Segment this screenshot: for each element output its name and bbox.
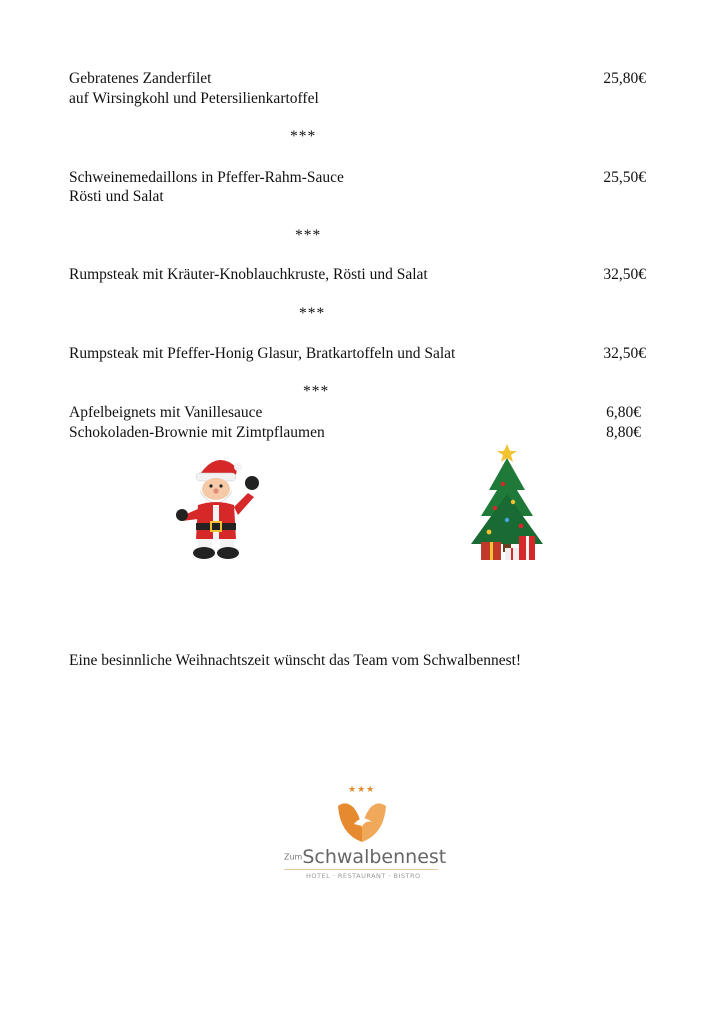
dish-1-side: auf Wirsingkohl und Petersilienkartoffel [69,90,319,107]
logo-divider [284,869,438,870]
dessert-2-name: Schokoladen-Brownie mit Zimtpflaumen [69,424,325,441]
logo-name: Schwalbennest [302,846,447,868]
swallow-logo-icon [332,794,392,846]
dessert-1-price: 6,80€ [606,404,641,421]
logo-prefix: Zum [284,852,303,862]
christmas-tree-illustration [465,444,549,564]
separator-2: *** [295,227,322,244]
dish-2-side: Rösti und Salat [69,188,164,205]
dessert-1-name: Apfelbeignets mit Vanillesauce [69,404,263,421]
separator-1: *** [290,128,317,145]
dish-3-price: 32,50€ [603,266,646,283]
logo-tagline: HOTEL · RESTAURANT · BISTRO [306,872,421,880]
dish-4-title: Rumpsteak mit Pfeffer-Honig Glasur, Bratkartoffeln und Salat [69,345,456,362]
dish-1-title: Gebratenes Zanderfilet [69,70,212,87]
dessert-2-price: 8,80€ [606,424,641,441]
santa-illustration [172,453,264,561]
logo-stars: ★★★ [348,784,376,794]
dish-3-title: Rumpsteak mit Kräuter-Knoblauchkruste, Rösti und Salat [69,266,428,283]
dish-2-price: 25,50€ [603,169,646,186]
separator-3: *** [299,305,326,322]
separator-4: *** [303,383,330,400]
christmas-greeting: Eine besinnliche Weihnachtszeit wünscht das Team vom Schwalbennest! [69,652,522,669]
dish-4-price: 32,50€ [603,345,646,362]
dish-2-title: Schweinemedaillons in Pfeffer-Rahm-Sauce [69,169,344,186]
restaurant-logo [280,784,447,884]
dish-1-price: 25,80€ [603,70,646,87]
